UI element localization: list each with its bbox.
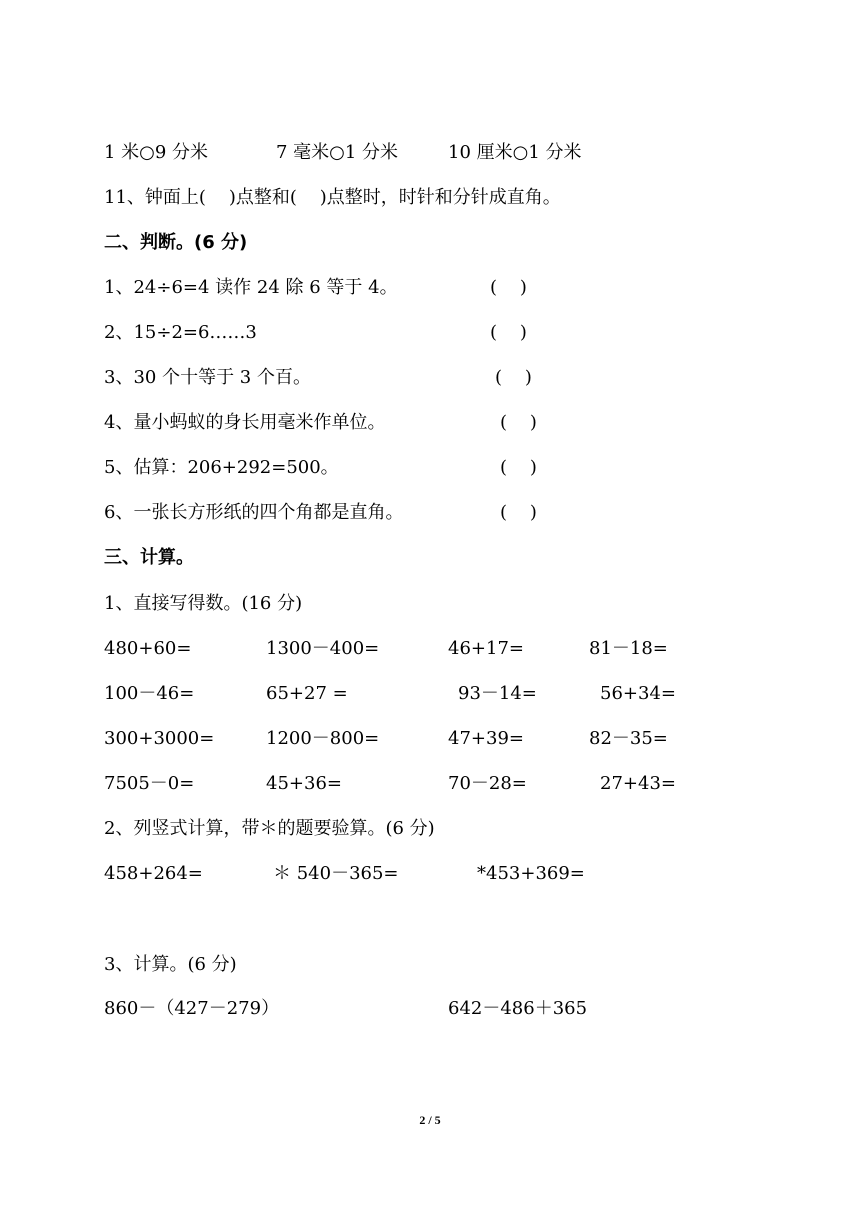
answer-parentheses[interactable]: ( ) xyxy=(500,502,537,523)
judge-item: 2、15÷2=6……3 xyxy=(104,322,257,343)
oral-item: 70－28= xyxy=(448,773,527,794)
answer-parentheses[interactable]: ( ) xyxy=(490,322,527,343)
answer-parentheses[interactable]: ( ) xyxy=(495,367,532,388)
question-11: 11、钟面上( )点整和( )点整时，时针和分针成直角。 xyxy=(104,187,561,208)
page-number: 2 / 5 xyxy=(419,1113,441,1127)
oral-item: 45+36= xyxy=(266,773,342,794)
oral-item: 1200－800= xyxy=(266,728,380,749)
oral-item: 480+60= xyxy=(104,638,192,659)
section-3-heading: 三、计算。 xyxy=(104,547,194,568)
oral-item: 300+3000= xyxy=(104,728,215,749)
vertical-item: ＊ 540－365= xyxy=(273,863,399,884)
calc-item: 860－（427－279） xyxy=(104,998,280,1019)
oral-item: 27+43= xyxy=(600,773,676,794)
oral-item: 82－35= xyxy=(589,728,668,749)
vertical-item: 458+264= xyxy=(104,863,203,884)
section-2-heading: 二、判断。(6 分) xyxy=(104,232,248,253)
oral-item: 65+27 = xyxy=(266,683,348,704)
oral-item: 7505－0= xyxy=(104,773,195,794)
judge-item: 4、量小蚂蚁的身长用毫米作单位。 xyxy=(104,412,386,433)
oral-item: 56+34= xyxy=(600,683,676,704)
judge-item: 6、一张长方形纸的四个角都是直角。 xyxy=(104,502,404,523)
oral-item: 1300－400= xyxy=(266,638,380,659)
compare-item: 10 厘米○1 分米 xyxy=(448,142,582,163)
subsection-1-title: 1、直接写得数。(16 分) xyxy=(104,593,303,614)
answer-parentheses[interactable]: ( ) xyxy=(500,412,537,433)
oral-item: 47+39= xyxy=(448,728,524,749)
subsection-3-title: 3、计算。(6 分) xyxy=(104,954,237,975)
compare-item: 1 米○9 分米 xyxy=(104,142,209,163)
answer-parentheses[interactable]: ( ) xyxy=(490,277,527,298)
oral-item: 81－18= xyxy=(589,638,668,659)
answer-parentheses[interactable]: ( ) xyxy=(500,457,537,478)
calc-item: 642－486＋365 xyxy=(448,998,588,1019)
judge-item: 1、24÷6=4 读作 24 除 6 等于 4。 xyxy=(104,277,398,298)
oral-item: 93－14= xyxy=(458,683,537,704)
judge-item: 5、估算：206+292=500。 xyxy=(104,457,339,478)
oral-item: 100－46= xyxy=(104,683,195,704)
judge-item: 3、30 个十等于 3 个百。 xyxy=(104,367,311,388)
vertical-item: *453+369= xyxy=(477,863,585,884)
compare-item: 7 毫米○1 分米 xyxy=(276,142,399,163)
subsection-2-title: 2、列竖式计算，带＊的题要验算。(6 分) xyxy=(104,818,435,839)
oral-item: 46+17= xyxy=(448,638,524,659)
